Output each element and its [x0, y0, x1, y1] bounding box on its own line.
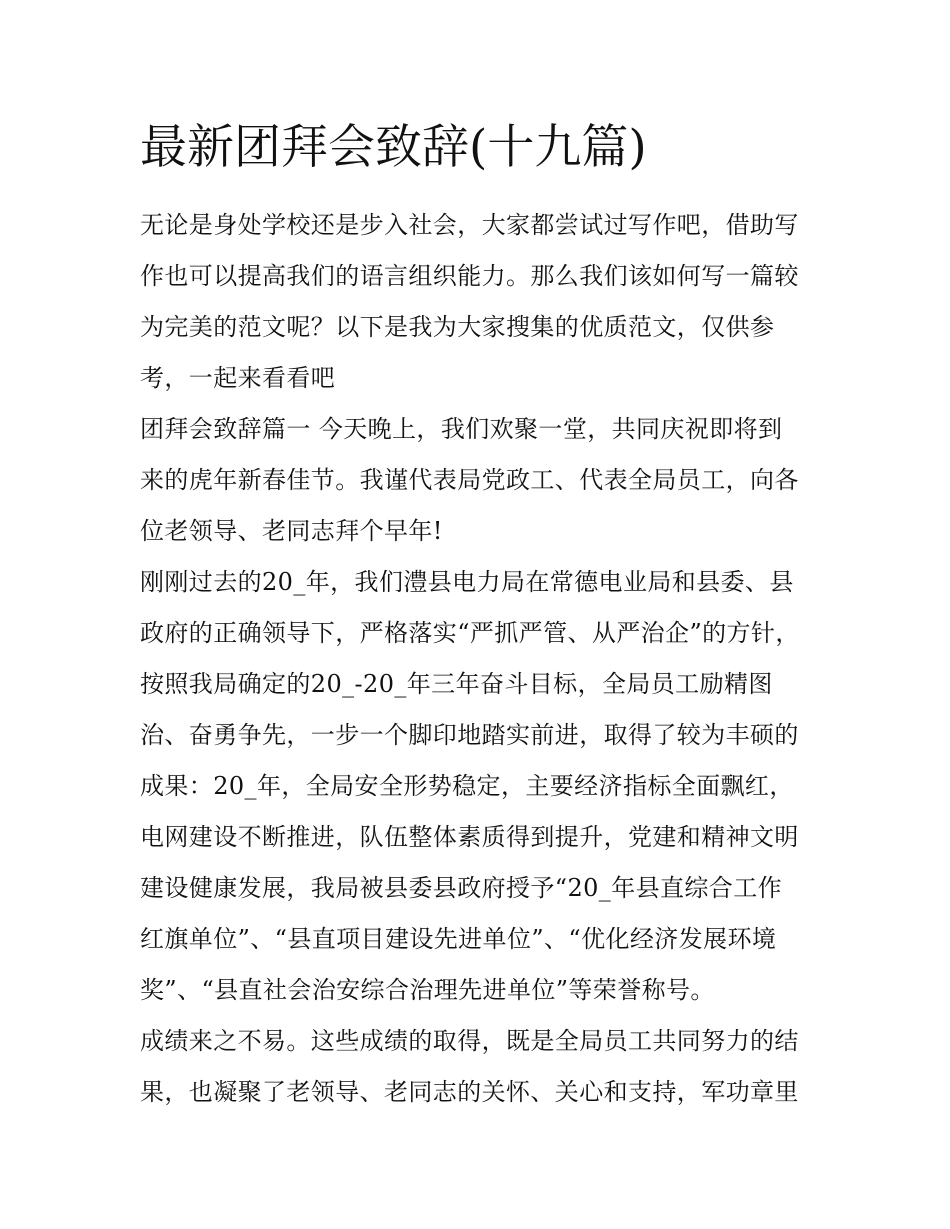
body-line: 政府的正确领导下，严格落实“严抓严管、从严治企”的方针， [140, 619, 800, 647]
body-line: 位老领导、老同志拜个早年! [140, 517, 443, 545]
body-line: 刚刚过去的20_年，我们澧县电力局在常德电业局和县委、县 [140, 568, 794, 596]
body-line: 无论是身处学校还是步入社会，大家都尝试过写作吧，借助写 [140, 211, 799, 239]
body-line: 成果：20_年，全局安全形势稳定，主要经济指标全面飘红， [140, 772, 794, 800]
body-line: 建设健康发展，我局被县委县政府授予“20_年县直综合工作 [140, 874, 783, 902]
body-line: 电网建设不断推进，队伍整体素质得到提升，党建和精神文明 [140, 823, 799, 851]
body-line: 按照我局确定的20_-20_年三年奋斗目标，全局员工励精图 [140, 670, 773, 698]
body-line: 作也可以提高我们的语言组织能力。那么我们该如何写一篇较 [140, 262, 799, 290]
body-line: 果，也凝聚了老领导、老同志的关怀、关心和支持，军功章里 [140, 1078, 799, 1106]
body-line: 考，一起来看看吧 [140, 364, 336, 392]
body-line: 为完美的范文呢？以下是我为大家搜集的优质范文，仅供参 [140, 313, 775, 341]
body-line: 奖”、“县直社会治安综合治理先进单位”等荣誉称号。 [140, 976, 715, 1004]
body-line: 来的虎年新春佳节。我谨代表局党政工、代表全局员工，向各 [140, 466, 799, 494]
body-line: 红旗单位”、“县直项目建设先进单位”、“优化经济发展环境 [140, 925, 777, 953]
body-line: 成绩来之不易。这些成绩的取得，既是全局员工共同努力的结 [140, 1027, 799, 1055]
document-title: 最新团拜会致辞(十九篇) [140, 120, 647, 175]
body-line: 团拜会致辞篇一 今天晚上，我们欢聚一堂，共同庆祝即将到 [140, 415, 783, 443]
document-body [140, 200, 812, 1118]
body-line: 治、奋勇争先，一步一个脚印地踏实前进，取得了较为丰硕的 [140, 721, 799, 749]
